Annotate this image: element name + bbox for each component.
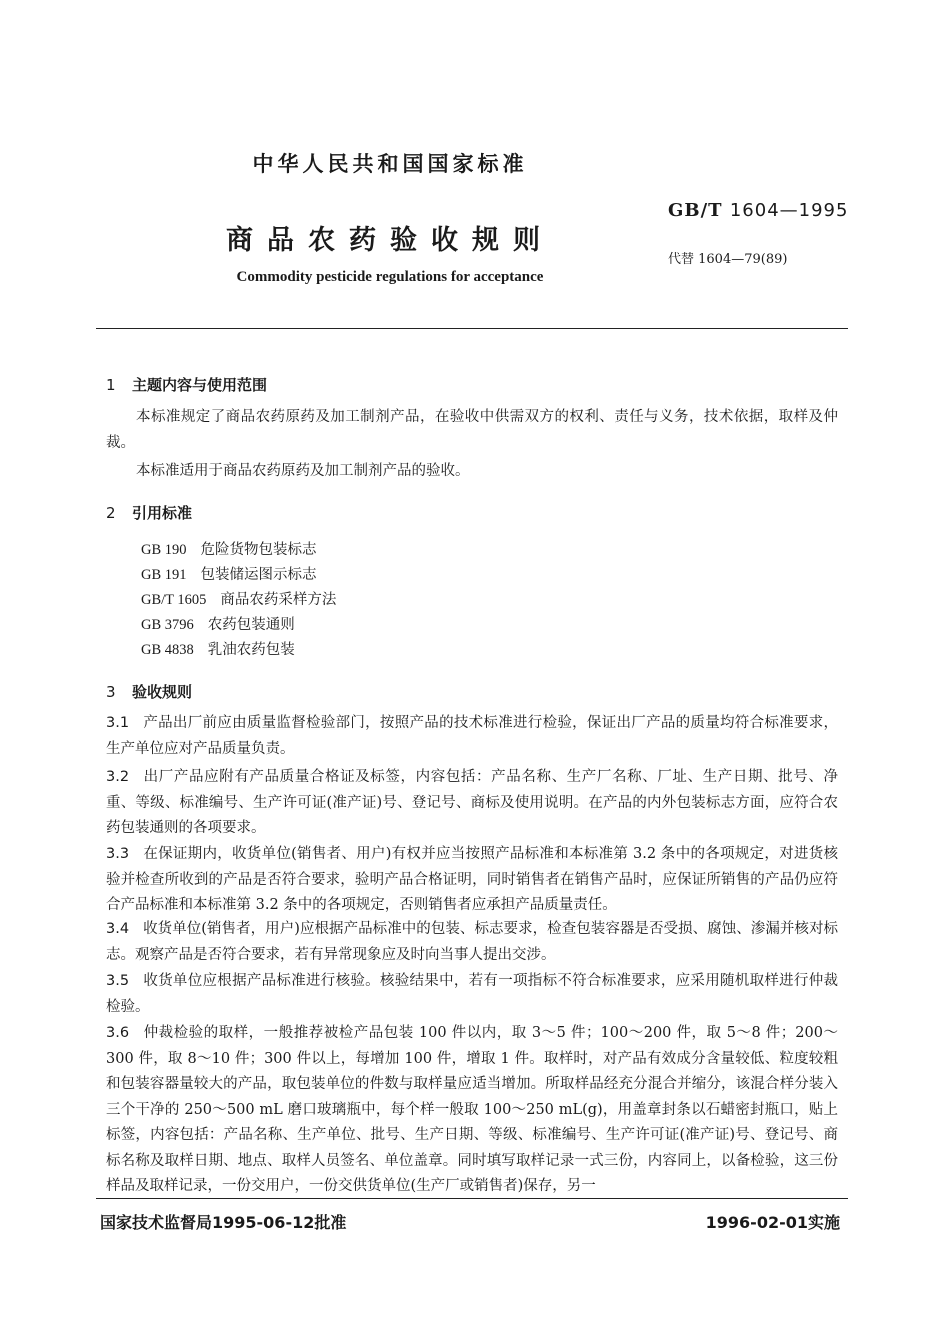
clause-number: 3.2 [106,769,130,785]
reference-name: 危险货物包装标志 [200,542,317,558]
clause-text: 收货单位应根据产品标准进行核验。核验结果中，若有一项指标不符合标准要求，应采用随机取样进行仲裁检验。 [106,973,838,1015]
approval-note: 国家技术监督局1995-06-12批准 [100,1213,347,1232]
clause-3-4 [106,917,838,968]
english-title: Commodity pesticide regulations for acceptance [236,269,544,285]
header-rule [96,328,848,329]
clause-number: 3.1 [106,715,130,731]
effective-date: 1996-02-01实施 [705,1213,840,1232]
footer-rule [96,1198,848,1199]
reference-code: GB 190 [141,542,187,558]
section-3-heading [106,681,192,702]
reference-item [141,640,295,660]
section-title: 引用标准 [132,504,193,522]
national-standard-heading: 中华人民共和国国家标准 [252,152,528,176]
clause-text: 仲裁检验的取样，一般推荐被检产品包装 100 件以内，取 3～5 件；100～200 件，取 5～8 件；200～300 件，取 8～10 件；300 件以上，每增加 100 件，增取 1 件。取样时，对产品有效成分含量较低、粒度较粗和包装容器量较大的产品，取包装单位的件数与取样量应适当增加。所取样品经充分混合并缩分，该混合样分装入三个干净的 250～500 mL 磨口玻璃瓶中，每个样一般取 100～250 mL(g)，用盖章封条以石蜡密封瓶口，贴上标签，内容包括：产品名称、生产单位、批号、生产日期、等级、标准编号、生产许可证(准产证)号、登记号、商标名称及取样日期、地点、取样人员签名、单位盖章。同时填写取样记录一式三份，内容同上，以备检验，这三份样品及取样记录，一份交用户，一份交供货单位(生产厂或销售者)保存，另一 [106,1025,838,1194]
standard-code-prefix: GB/T [668,200,723,221]
clause-number: 3.5 [106,973,130,989]
section-2-heading [106,502,192,523]
reference-name: 包装储运图示标志 [200,567,317,583]
clause-3-3 [106,842,838,919]
reference-name: 乳油农药包装 [207,642,295,658]
reference-code: GB/T 1605 [141,592,207,608]
clause-text: 产品出厂前应由质量监督检验部门，按照产品的技术标准进行检验，保证出厂产品的质量均符合标准要求，生产单位应对产品质量负责。 [106,715,838,757]
replaces-standard: 代替 1604—79(89) [668,252,788,267]
reference-item [141,565,317,585]
reference-name: 商品农药采样方法 [220,592,337,608]
reference-code: GB 4838 [141,642,194,658]
section-number: 3 [106,683,116,701]
clause-number: 3.6 [106,1025,130,1041]
clause-number: 3.4 [106,921,130,937]
clause-text: 收货单位(销售者，用户)应根据产品标准中的包装、标志要求，检查包装容器是否受损、腐蚀、渗漏并核对标志。观察产品是否符合要求，若有异常现象应及时向当事人提出交涉。 [106,921,838,963]
clause-3-5 [106,969,838,1020]
reference-item [141,540,317,560]
section-number: 2 [106,504,116,522]
clause-3-6 [106,1021,838,1200]
clause-3-1 [106,711,838,762]
section-1-paragraph-1: 本标准规定了商品农药原药及加工制剂产品，在验收中供需双方的权利、责任与义务，技术依据，取样及仲裁。 [106,409,838,451]
reference-item [141,615,295,635]
reference-name: 农药包装通则 [207,617,295,633]
clause-text: 在保证期内，收货单位(销售者、用户)有权并应当按照产品标准和本标准第 3.2 条中的各项规定，对进货核验并检查所收到的产品是否符合要求，验明产品合格证明，同时销售者在销售产品时，应保证所销售的产品仍应符合产品标准和本标准第 3.2 条中的各项规定，否则销售者应承担产品质量责任。 [106,846,838,913]
standard-code-number: 1604—1995 [729,200,849,221]
section-1-paragraph-2: 本标准适用于商品农药原药及加工制剂产品的验收。 [136,463,470,479]
clause-number: 3.3 [106,846,130,862]
document-title: 商品农药验收规则 [226,225,554,256]
section-title: 主题内容与使用范围 [132,376,268,394]
reference-item [141,590,336,610]
section-title: 验收规则 [132,683,193,701]
section-1-heading [106,374,267,395]
clause-3-2 [106,765,838,842]
section-number: 1 [106,376,116,394]
reference-code: GB 3796 [141,617,194,633]
clause-text: 出厂产品应附有产品质量合格证及标签，内容包括：产品名称、生产厂名称、厂址、生产日期、批号、净重、等级、标准编号、生产许可证(准产证)号、登记号、商标及使用说明。在产品的内外包装标志方面，应符合农药包装通则的各项要求。 [106,769,838,836]
reference-code: GB 191 [141,567,187,583]
